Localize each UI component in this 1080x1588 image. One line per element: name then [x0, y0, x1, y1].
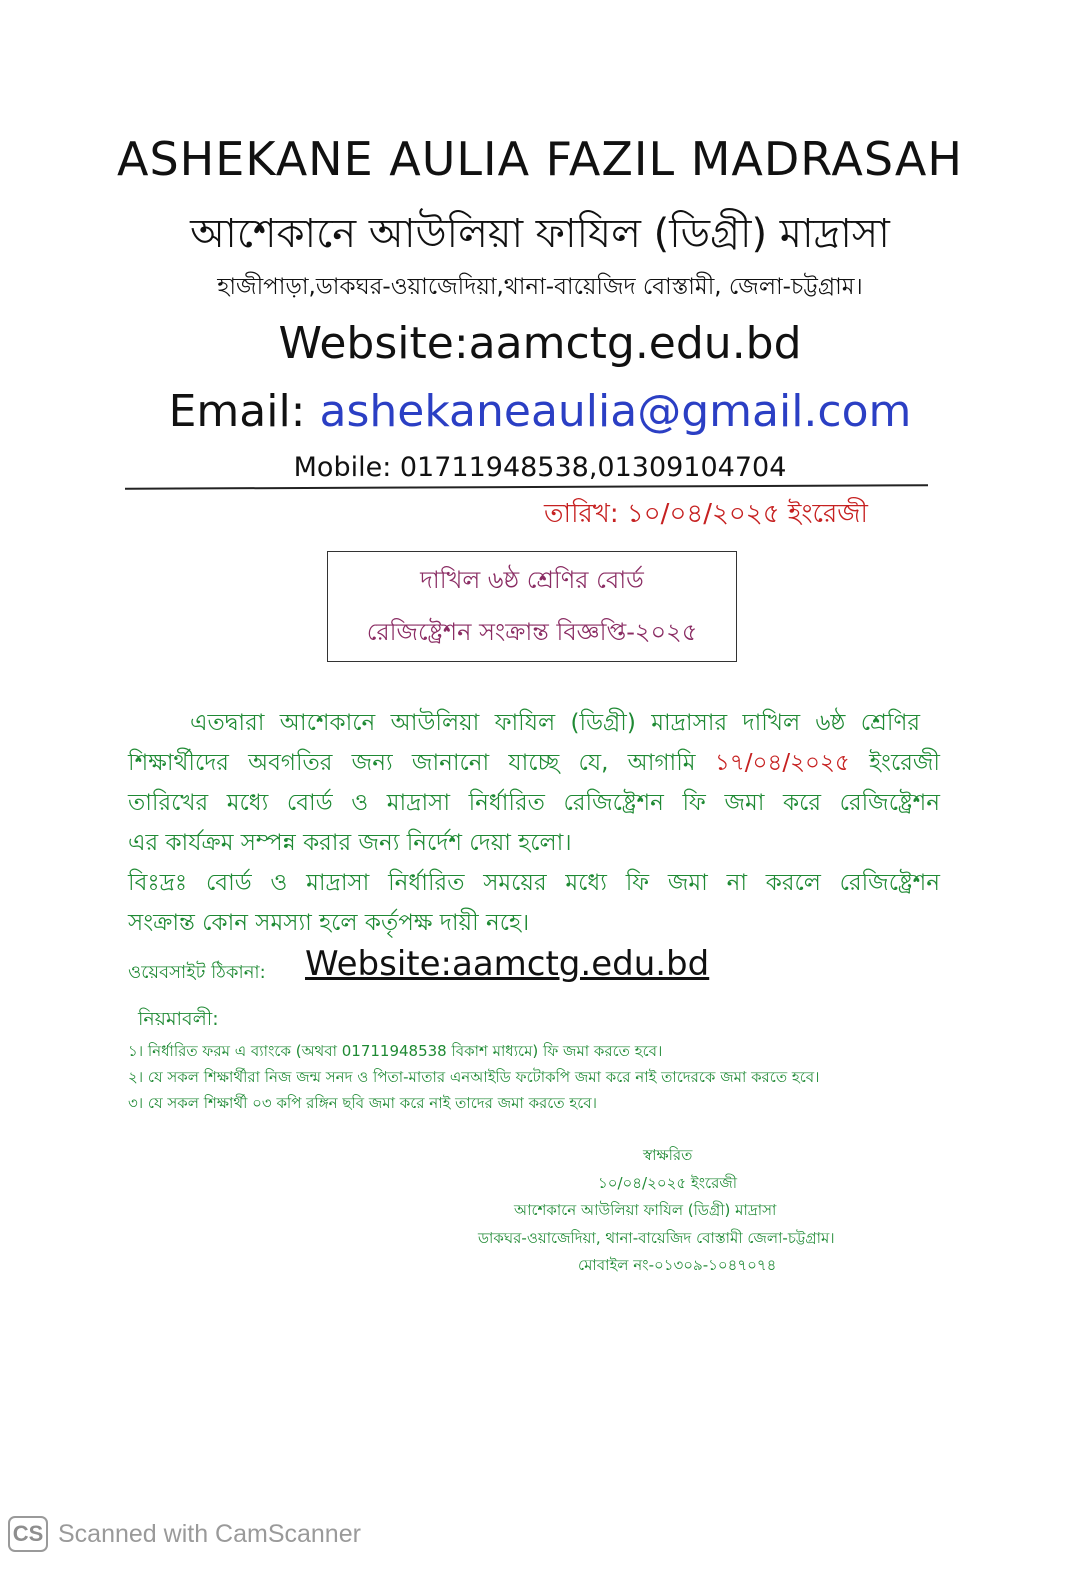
camscanner-footer [8, 1514, 361, 1554]
website-address-link[interactable]: Website:aamctg.edu.bd [305, 944, 710, 984]
email-row [0, 386, 1080, 437]
body-line-1: এতদ্বারা আশেকানে আউলিয়া ফাযিল (ডিগ্রী) মাদ্রাসার দাখিল ৬ষ্ঠ শ্রেণির [190, 710, 920, 736]
rule-item-2: ২। যে সকল শিক্ষার্থীরা নিজ জন্ম সনদ ও পিতা-মাতার এনআইডি ফটোকপি জমা করে নাই তাদেরকে জমা করতে হবে। [128, 1068, 820, 1086]
rule-item-3: ৩। যে সকল শিক্ষার্থী ০৩ কপি রঙ্গিন ছবি জমা করে নাই তাদের জমা করতে হবে। [128, 1094, 597, 1112]
website-address-label: ওয়েবসাইট ঠিকানা: [128, 962, 266, 983]
signature-institution: আশেকানে আউলিয়া ফাযিল (ডিগ্রী) মাদ্রাসা [514, 1201, 777, 1219]
mobile-numbers: Mobile: 01711948538,01309104704 [293, 452, 787, 483]
rule-item-1: ১। নির্ধারিত ফরম এ ব্যাংকে (অথবা 01711948538 বিকাশ মাধ্যমে) ফি জমা করতে হবে। [128, 1042, 663, 1060]
signature-signed: স্বাক্ষরিত [643, 1146, 693, 1164]
signature-mobile: মোবাইল নং-০১৩০৯-১০৪৭০৭৪ [578, 1256, 777, 1274]
body-line-3: তারিখের মধ্যে বোর্ড ও মাদ্রাসা নির্ধারিত রেজিষ্ট্রেশন ফি জমা করে রেজিষ্ট্রেশন [128, 790, 940, 816]
signature-address: ডাকঘর-ওয়াজেদিয়া, থানা-বায়েজিদ বোস্তামী জেলা-চট্টগ্রাম। [478, 1229, 835, 1247]
body-line-4: এর কার্যক্রম সম্পন্ন করার জন্য নির্দেশ দেয়া হলো। [128, 830, 572, 856]
email-label: Email: [168, 386, 320, 437]
camscanner-text: Scanned with CamScanner [58, 1519, 361, 1548]
website-text: Website:aamctg.edu.bd [278, 318, 802, 369]
institution-name-bangla: আশেকানে আউলিয়া ফাযিল (ডিগ্রী) মাদ্রাসা [190, 211, 890, 257]
body-line-2-text: শিক্ষার্থীদের অবগতির জন্য জানানো যাচ্ছে যে, আগামি [128, 750, 715, 776]
header-divider [125, 484, 928, 490]
notice-title-line1: দাখিল ৬ষ্ঠ শ্রেণির বোর্ড [420, 566, 644, 594]
signature-date: ১০/০৪/২০২৫ ইংরেজী [598, 1174, 738, 1192]
body-line-2-suffix: ইংরেজী [849, 750, 940, 776]
body-line-6: সংক্রান্ত কোন সমস্যা হলে কর্তৃপক্ষ দায়ী নহে। [128, 910, 530, 936]
camscanner-icon: CS [8, 1516, 48, 1552]
deadline-date: ১৭/০৪/২০২৫ [714, 750, 850, 776]
notice-title-line2: রেজিষ্ট্রেশন সংক্রান্ত বিজ্ঞপ্তি-২০২৫ [366, 618, 698, 646]
email-link[interactable]: ashekaneaulia@gmail.com [319, 386, 912, 437]
institution-address: হাজীপাড়া,ডাকঘর-ওয়াজেদিয়া,থানা-বায়েজিদ বোস্তামী, জেলা-চট্টগ্রাম। [217, 274, 863, 300]
notice-date: তারিখ: ১০/০৪/২০২৫ ইংরেজী [544, 499, 868, 529]
notice-title-box [327, 551, 737, 662]
rules-heading: নিয়মাবলী: [138, 1008, 219, 1030]
body-line-5: বিঃদ্রঃ বোর্ড ও মাদ্রাসা নির্ধারিত সময়ের মধ্যে ফি জমা না করলে রেজিষ্ট্রেশন [128, 870, 940, 896]
institution-name-english: ASHEKANE AULIA FAZIL MADRASAH [117, 132, 963, 186]
body-line-2 [128, 744, 940, 783]
